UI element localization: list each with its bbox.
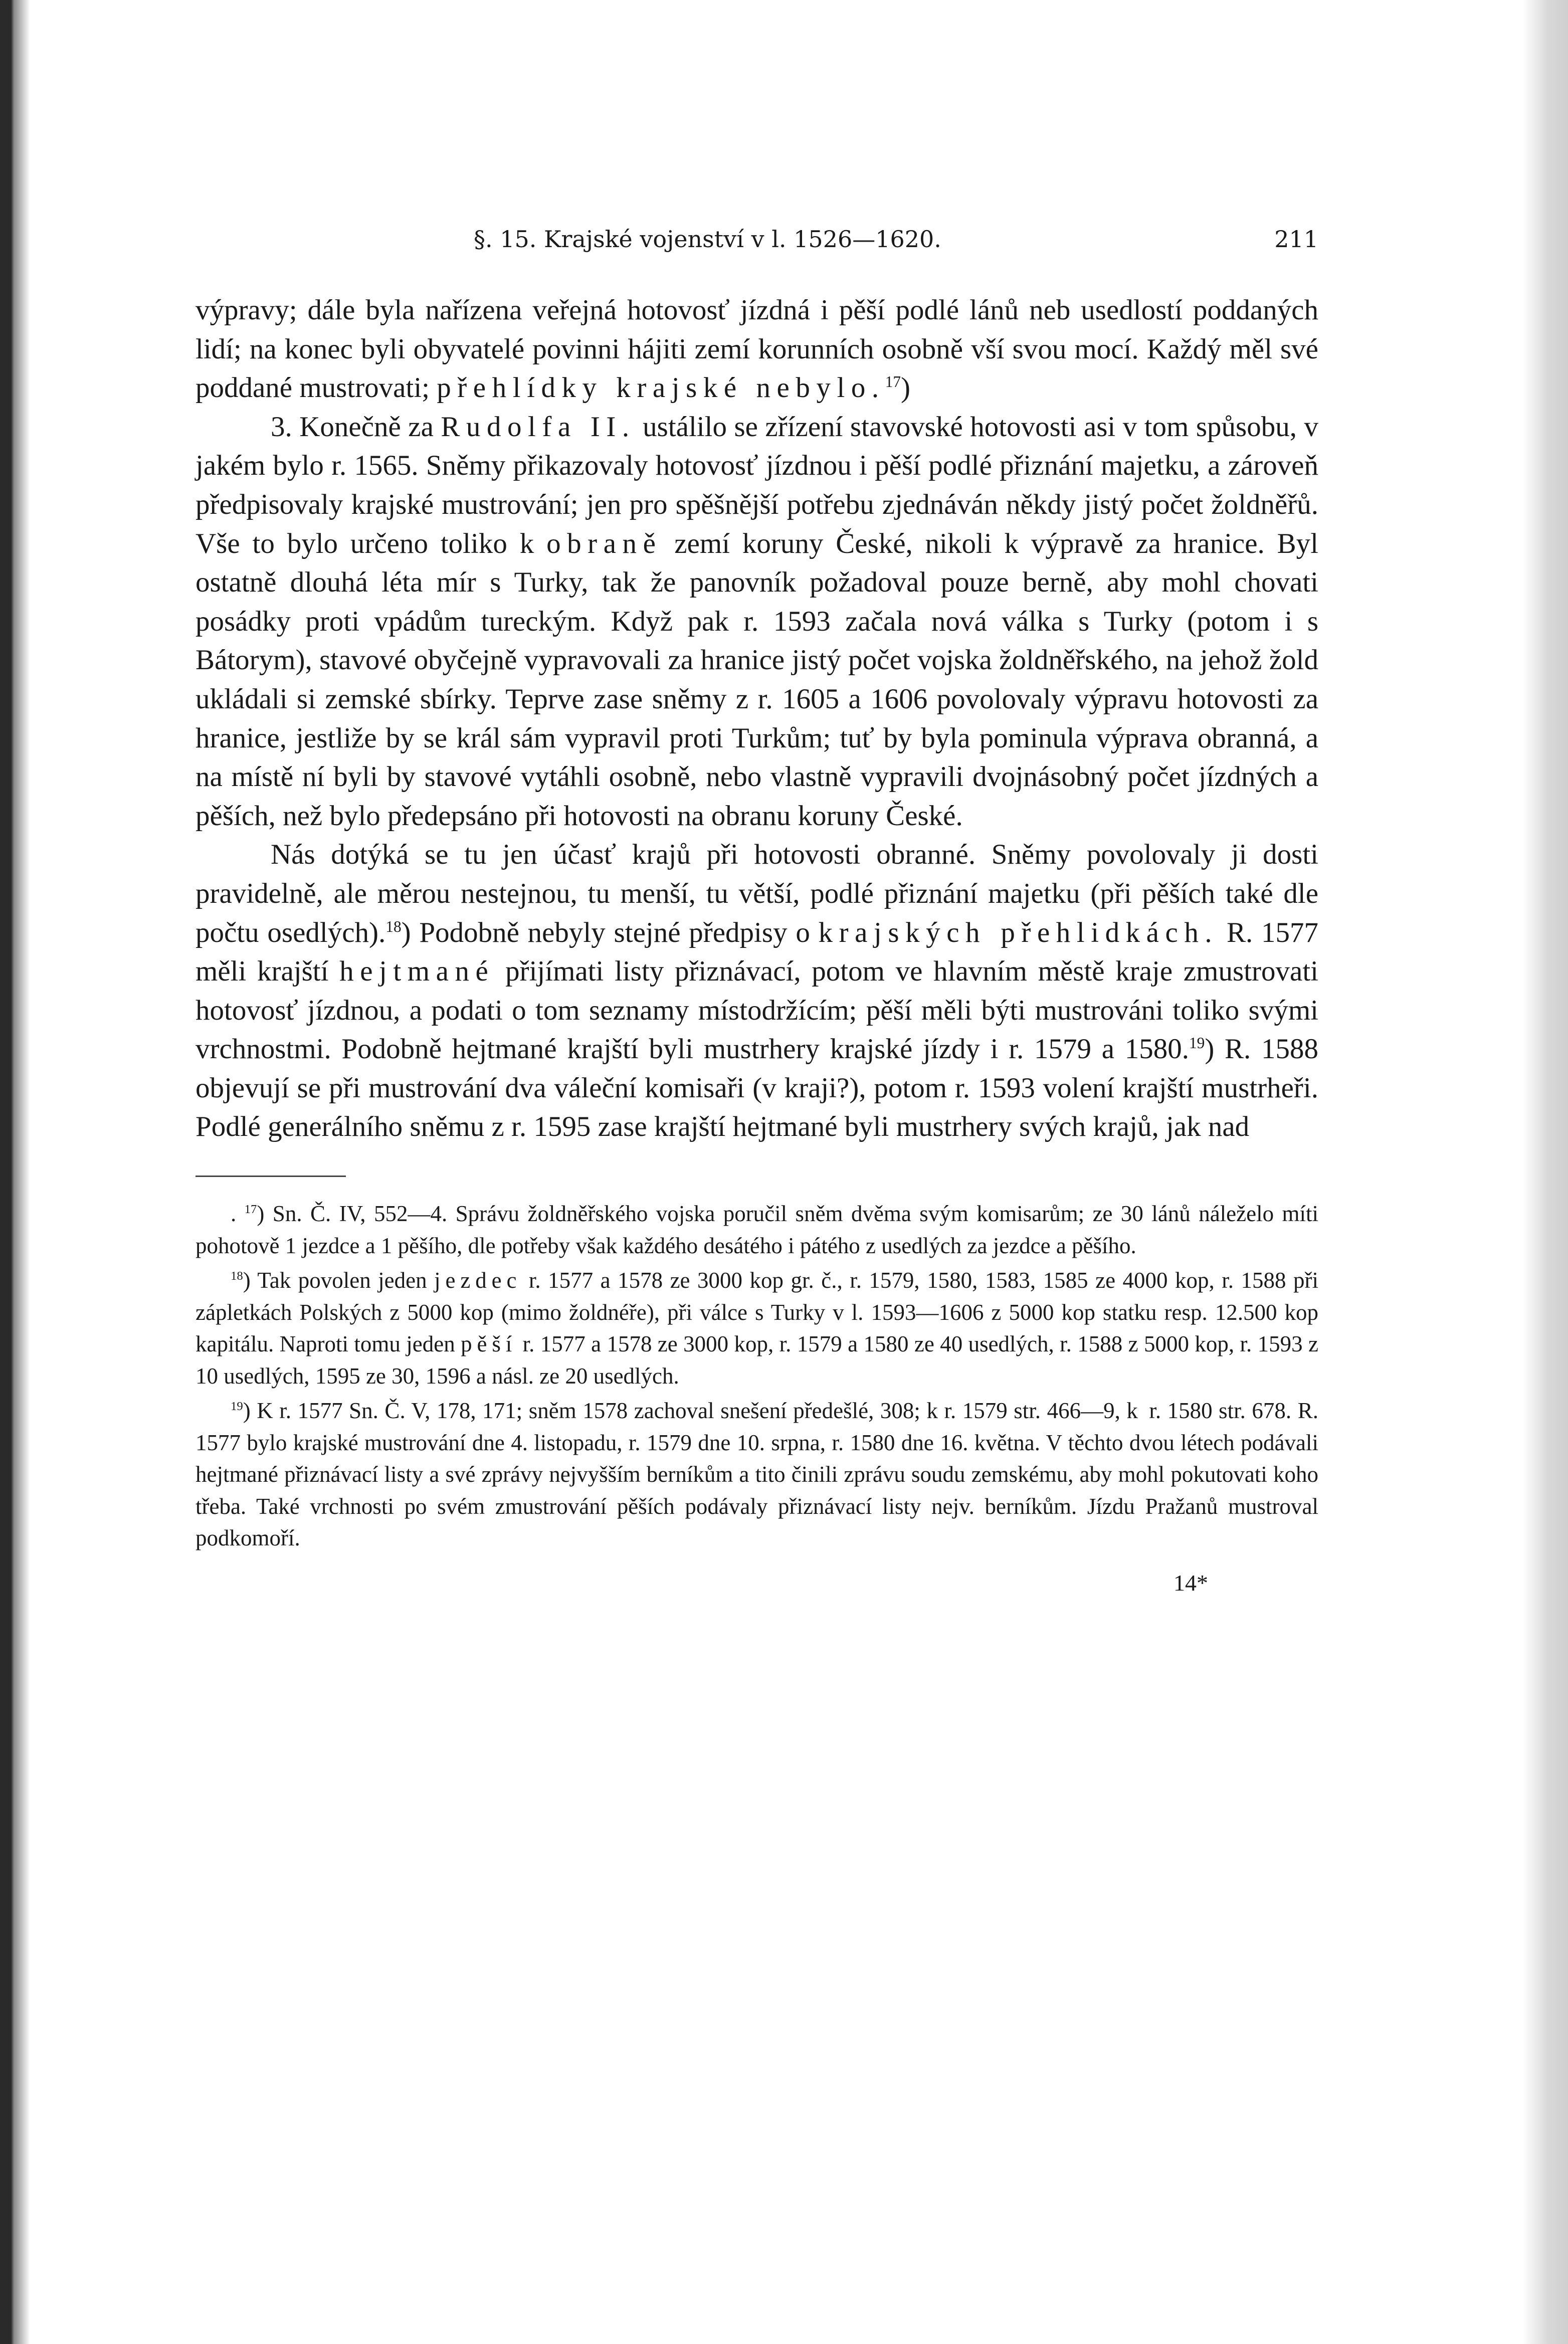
- footnote-number: 17: [244, 1203, 257, 1217]
- paragraph-2: [195, 408, 1318, 836]
- text-run: .: [231, 1201, 245, 1227]
- spaced-emphasis: k: [1126, 1398, 1143, 1424]
- text-run: ): [901, 372, 911, 404]
- text-run: ustálilo se zřízení stavovské hotovosti asi v tom spůsobu, v jakém bylo r. 1565. Sněmy přikazovaly hotovosť jízdnou i pěší podlé přiznání majetku, a zároveň předpisovaly krajské mustrování; jen pro spěšnější potřebu zjednáván někdy jistý počet žoldněřů. Vše to bylo určeno toliko k: [195, 411, 1318, 559]
- text-run: výpravy; dále byla nařízena veřejná hotovosť jízdná i pěší podlé lánů neb usedlostí poddaných lidí; na konec byli obyvatelé povinni hájiti zemí korunních osobně vší svou mocí. Každý měl své poddané mustrovati;: [195, 294, 1318, 404]
- text-run: Nás dotýká se tu jen účasť krajů při hotovosti obranné. Sněmy povolovaly ji dosti pravidelně, ale měrou nestejnou, tu menší, tu větší, podlé přiznání majetku (při pěších také dle počtu osedlých).: [195, 839, 1318, 948]
- footnote-18: [195, 1265, 1318, 1392]
- printer-signature-mark: 14*: [1173, 1570, 1208, 1596]
- footnote-ref-17: 17: [885, 373, 901, 391]
- footnotes: [195, 1198, 1318, 1554]
- footnote-number: 18: [231, 1269, 243, 1283]
- text-run: ) Podobně nebyly stejné předpisy o: [401, 916, 819, 948]
- text-run: R. 1577 měli krajští: [195, 916, 1319, 988]
- page-number: 211: [1274, 226, 1318, 253]
- running-head: [195, 216, 1318, 261]
- scan-edge-left: [0, 0, 30, 2344]
- footnote-ref-19: 19: [1189, 1034, 1205, 1052]
- footnote-number: 19: [231, 1400, 243, 1414]
- text-run: přijímati listy přiznávací, potom ve hlavním městě kraje zmustrovati hotovosť jízdnou, a podati o tom seznamy místodržícím; pěší měli býti mustrováni toliko svými vrchnostmi. Podobně hejtmané krajští byli mustrhery krajské jízdy i r. 1579 a 1580.: [195, 955, 1318, 1065]
- spaced-emphasis: hejtmané: [339, 955, 495, 988]
- text-run: ) Sn. Č. IV, 552—4. Správu žoldněřského vojska poručil sněm dvěma svým komisarům; ze 30 lánů náleželo míti pohotově 1 jezdce a 1 pěšího, dle potřeby však každého desátého i pátého z usedlých za jezdce a pěšího.: [195, 1201, 1319, 1258]
- spaced-emphasis: přehlídky krajské nebylo.: [437, 372, 885, 404]
- main-text: [195, 291, 1318, 1146]
- text-run: r. 1580 str. 678. R. 1577 bylo krajské mustrování dne 4. listopadu, r. 1579 dne 10. srpna, r. 1580 dne 16. května. V těchto dvou létech podávali hejtmané přiznávací listy a své zprávy nejvyšším berníkům a tito činili zprávu soudu zemskému, aby mohl pokutovati koho třeba. Také vrchnosti po svém zmustrování pěších podávaly přiznávací listy nejv. berníkům. Jízdu Pražanů mustroval podkomoří.: [195, 1398, 1318, 1551]
- spaced-emphasis: jezdec: [434, 1268, 522, 1293]
- running-head-title: §. 15. Krajské vojenství v l. 1526—1620.: [474, 226, 941, 253]
- text-run: 3. Konečně za: [271, 411, 441, 443]
- paragraph-1: [195, 291, 1318, 408]
- spaced-emphasis: obraně: [546, 527, 662, 559]
- spaced-emphasis: krajských přehlidkách.: [818, 916, 1219, 948]
- text-run: ) R. 1588 objevují se při mustrování dva váleční komisaři (v kraji?), potom r. 1593 volení krajští mustrheři. Podlé generálního sněmu z r. 1595 zase krajští hejtmané byli mustrhery svých krajů, jak nad: [195, 1033, 1319, 1143]
- text-run: ) Tak povolen jeden: [243, 1268, 435, 1293]
- book-page: [195, 216, 1318, 1596]
- text-run: ) K r. 1577 Sn. Č. V, 178, 171; sněm 1578 zachoval snešení předešlé, 308; k r. 1579 str. 466—9,: [243, 1398, 1127, 1424]
- spaced-emphasis: Rudolfa II.: [441, 411, 636, 443]
- footnote-17: [195, 1198, 1318, 1262]
- spaced-emphasis: pěší: [461, 1331, 517, 1357]
- footnote-19: [195, 1395, 1318, 1554]
- text-run: r. 1577 a 1578 ze 3000 kop, r. 1579 a 1580 ze 40 usedlých, r. 1588 z 5000 kop, r. 1593 z 10 usedlých, 1595 ze 30, 1596 a násl. ze 20 usedlých.: [195, 1331, 1318, 1389]
- footnote-ref-18: 18: [385, 917, 402, 935]
- text-run: zemí koruny České, nikoli k výpravě za hranice. Byl ostatně dlouhá léta mír s Turky, tak že panovník požadoval pouze berně, aby mohl chovati posádky proti vpádům tureckým. Když pak r. 1593 začala nová válka s Turky (potom i s Bátorym), stavové obyčejně vypravovali za hranice jistý počet vojska žoldněřského, na jehož žold ukládali si zemské sbírky. Teprve zase sněmy z r. 1605 a 1606 povolovaly výpravu hotovosti za hranice, jestliže by se král sám vypravil proti Turkům; tuť by byla pominula výprava obranná, a na místě ní byli by stavové vytáhli osobně, nebo vlastně vypravili dvojnásobný počet jízdných a pěších, než bylo předepsáno při hotovosti na obranu koruny České.: [195, 527, 1318, 832]
- footnote-divider: [195, 1176, 346, 1177]
- paragraph-3: [195, 835, 1318, 1146]
- text-run: r. 1577 a 1578 ze 3000 kop gr. č., r. 1579, 1580, 1583, 1585 ze 4000 kop, r. 1588 při zápletkách Polských z 5000 kop (mimo žoldnéře), při válce s Turky v l. 1593—1606 z 5000 kop statku resp. 12.500 kop kapitálu. Naproti tomu jeden: [195, 1268, 1318, 1357]
- scan-edge-right: [1523, 0, 1568, 2344]
